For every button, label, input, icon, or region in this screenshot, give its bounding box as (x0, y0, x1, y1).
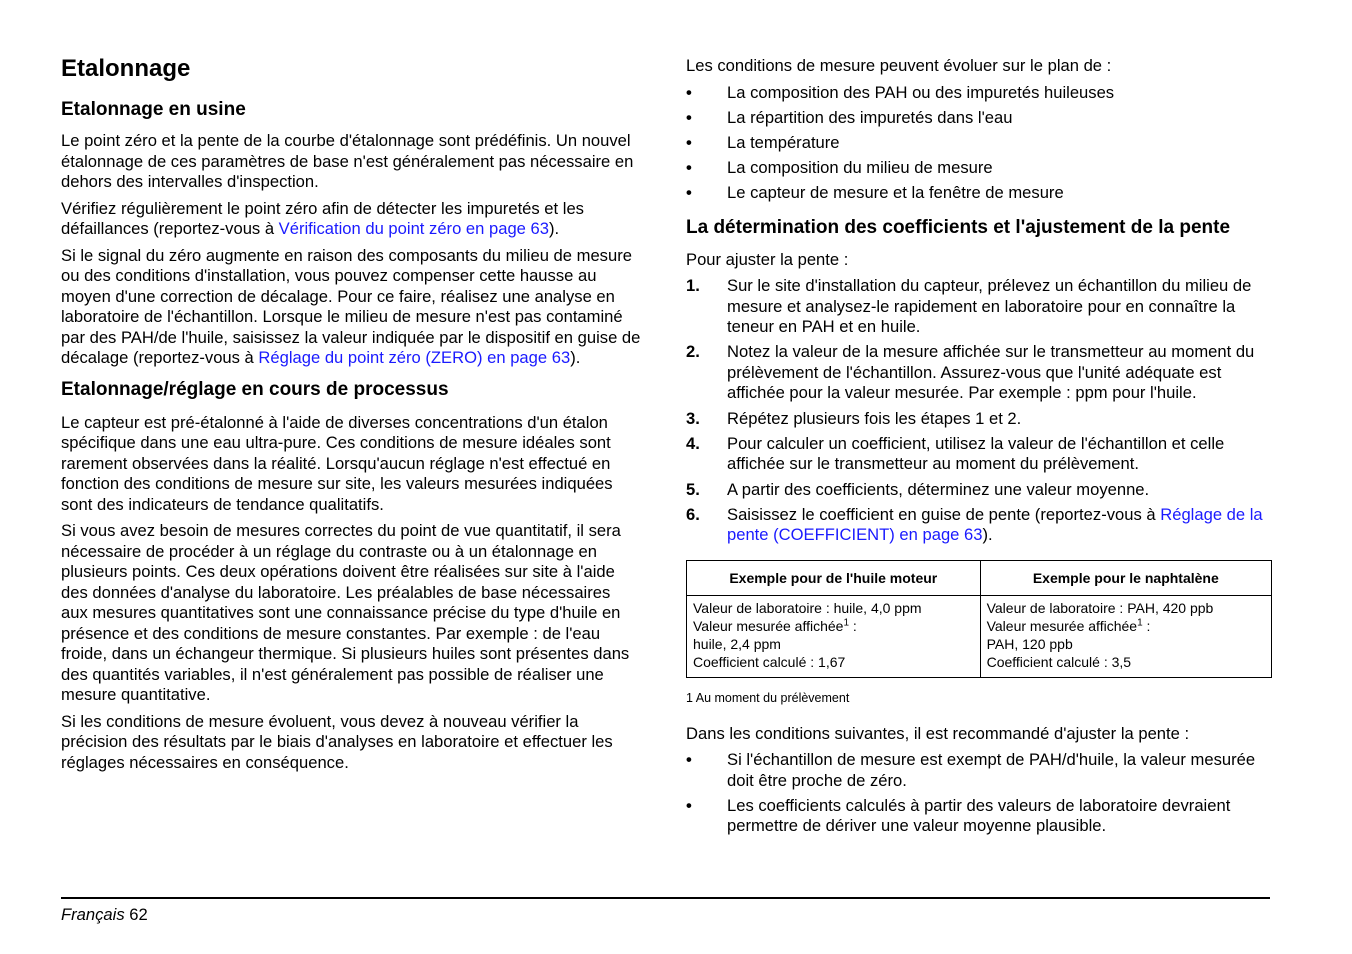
paragraph: Si les conditions de mesure évoluent, vous devez à nouveau vérifier la précision des résultats par le biais d'analyses en laboratoire et effectuer les réglages nécessaires en conséquence. (61, 711, 613, 772)
section-heading-process: Etalonnage/réglage en cours de processus (61, 378, 449, 400)
list-item: • La répartition des impuretés dans l'eau (686, 107, 1013, 127)
step-number: 2. (686, 342, 700, 362)
example-table (686, 560, 1272, 678)
list-item: • La température (686, 132, 840, 152)
paragraph: Vérifiez régulièrement le point zéro afin de détecter les impuretés et les défaillances (reportez-vous à Vérification du point zéro en page 63). (61, 198, 584, 238)
conditions-intro: Les conditions de mesure peuvent évoluer sur le plan de : (686, 56, 1112, 75)
page-footer (61, 905, 148, 925)
page-number: 62 (129, 905, 148, 924)
step-number: 6. (686, 504, 700, 524)
bullet-icon: • (686, 183, 692, 203)
list-item: • Si l'échantillon de mesure est exempt de PAH/d'huile, la valeur mesurée doit être proche de zéro. (686, 750, 1256, 790)
recommend-list (686, 750, 1272, 837)
paragraph: Le capteur est pré-étalonné à l'aide de diverses concentrations d'un étalon spécifique dans une eau ultra-pure. Ces conditions de mesure idéales sont rarement observées dans la réalité. Lorsqu'aucun réglage n'est effectué en fonction des conditions de mesure sur site, les valeurs mesurées indiquées sont des indicateurs de tendance qualitatifs. (61, 412, 613, 514)
paragraph: Le point zéro et la pente de la courbe d'étalonnage sont prédéfinis. Un nouvel étalonnage de ces paramètres de base n'est généralement pas nécessaire en dehors des intervalles d'inspection. (61, 131, 634, 191)
step-item: 1. Sur le site d'installation du capteur, prélevez un échantillon du milieu de mesure et analysez-le rapidement en laboratoire pour en connaître la teneur en PAH et en huile. (686, 276, 1252, 337)
left-column (61, 52, 641, 779)
bullet-icon: • (686, 107, 692, 127)
recommend-intro: Dans les conditions suivantes, il est recommandé d'ajuster la pente : (686, 723, 1190, 743)
bullet-icon: • (686, 132, 692, 152)
table-cell-oil: Valeur de laboratoire : huile, 4,0 ppm Valeur mesurée affichée$^1$ : huile, 2,4 ppm Coefficient calculé : 1,67 (687, 595, 981, 677)
list-item: • Le capteur de mesure et la fenêtre de mesure (686, 183, 1064, 203)
paragraph: Si vous avez besoin de mesures correctes du point de vue quantitatif, il sera nécessaire de procéder à un réglage du contraste ou à un étalonnage en plusieurs points. Ces deux opérations doivent être réalisées sur site à l'aide des données d'analyse du laboratoire. Les préalables de base nécessaires aux mesures quantitatives sont une connaissance précise du type d'huile en présence et des conditions de mesure constantes. Par exemple : de l'eau froide, dans un échangeur thermique. Si plusieurs huiles sont présentes dans des quantités variables, il n'est généralement pas possible de réaliser une mesure quantitative. (61, 521, 630, 704)
bullet-icon: • (686, 158, 692, 178)
bullet-icon: • (686, 82, 692, 102)
link-slope-setting[interactable]: Réglage de la pente (COEFFICIENT) en page 63 (727, 504, 1263, 545)
page-title: Etalonnage (61, 55, 191, 82)
paragraph: Si le signal du zéro augmente en raison des composants du milieu de mesure ou des conditions d'installation, vous pouvez compenser cette hausse au moyen d'une correction de décalage. Pour ce faire, réalisez une analyse en laboratoire de l'échantillon. Lorsque le milieu de mesure n'est pas contaminé par des PAH/de l'huile, saisissez la valeur indiquée par le dispositif en guise de décalage (reportez-vous à Réglage du point zéro (ZERO) en page 63). (61, 245, 641, 367)
bullet-icon: • (686, 750, 692, 770)
conditions-list (686, 83, 1272, 204)
right-column (686, 56, 1272, 843)
step-number: 4. (686, 433, 700, 453)
step-item: 5. A partir des coefficients, déterminez une valeur moyenne. (686, 479, 1150, 499)
step-number: 5. (686, 479, 700, 499)
list-item: • Les coefficients calculés à partir des valeurs de laboratoire devraient permettre de dériver une valeur moyenne plausible. (686, 795, 1231, 836)
table-cell-naphthalene: Valeur de laboratoire : PAH, 420 ppb Valeur mesurée affichée$^1$ : PAH, 120 ppb Coefficient calculé : 3,5 (980, 595, 1271, 677)
steps-list (686, 276, 1272, 545)
step-number: 1. (686, 276, 700, 296)
step-item: 2. Notez la valeur de la mesure affichée sur le transmetteur au moment du prélèvement de l'échantillon. Assurez-vous que l'unité adéquate est affichée pour la valeur mesurée. Par exemple : ppm pour l'huile. (686, 342, 1255, 403)
step-item: 6. Saisissez le coefficient en guise de pente (reportez-vous à Réglage de la pente (COEFFICIENT) en page 63). (686, 504, 1263, 545)
step-item: 4. Pour calculer un coefficient, utilisez la valeur de l'échantillon et celle affichée sur le transmetteur au moment du prélèvement. (686, 433, 1225, 474)
list-item: • La composition du milieu de mesure (686, 158, 993, 178)
step-item: 3. Répétez plusieurs fois les étapes 1 et 2. (686, 408, 1022, 428)
steps-intro: Pour ajuster la pente : (686, 249, 849, 269)
step-number: 3. (686, 408, 700, 428)
bullet-icon: • (686, 795, 692, 815)
table-header-naphthalene: Exemple pour le naphtalène (980, 560, 1271, 595)
link-zero-check[interactable]: Vérification du point zéro en page 63 (278, 219, 549, 238)
table-row (687, 595, 1272, 677)
section-heading-coefficients: La détermination des coefficients et l'ajustement de la pente (686, 216, 1231, 238)
footer-language: Français (61, 905, 125, 924)
table-footnote: 1 Au moment du prélèvement (686, 690, 850, 705)
list-item: • La composition des PAH ou des impuretés huileuses (686, 82, 1115, 102)
link-zero-setting[interactable]: Réglage du point zéro (ZERO) en page 63 (258, 348, 571, 367)
footer-divider (61, 897, 1270, 899)
table-header-oil: Exemple pour de l'huile moteur (687, 560, 981, 595)
section-heading-factory: Etalonnage en usine (61, 99, 246, 120)
